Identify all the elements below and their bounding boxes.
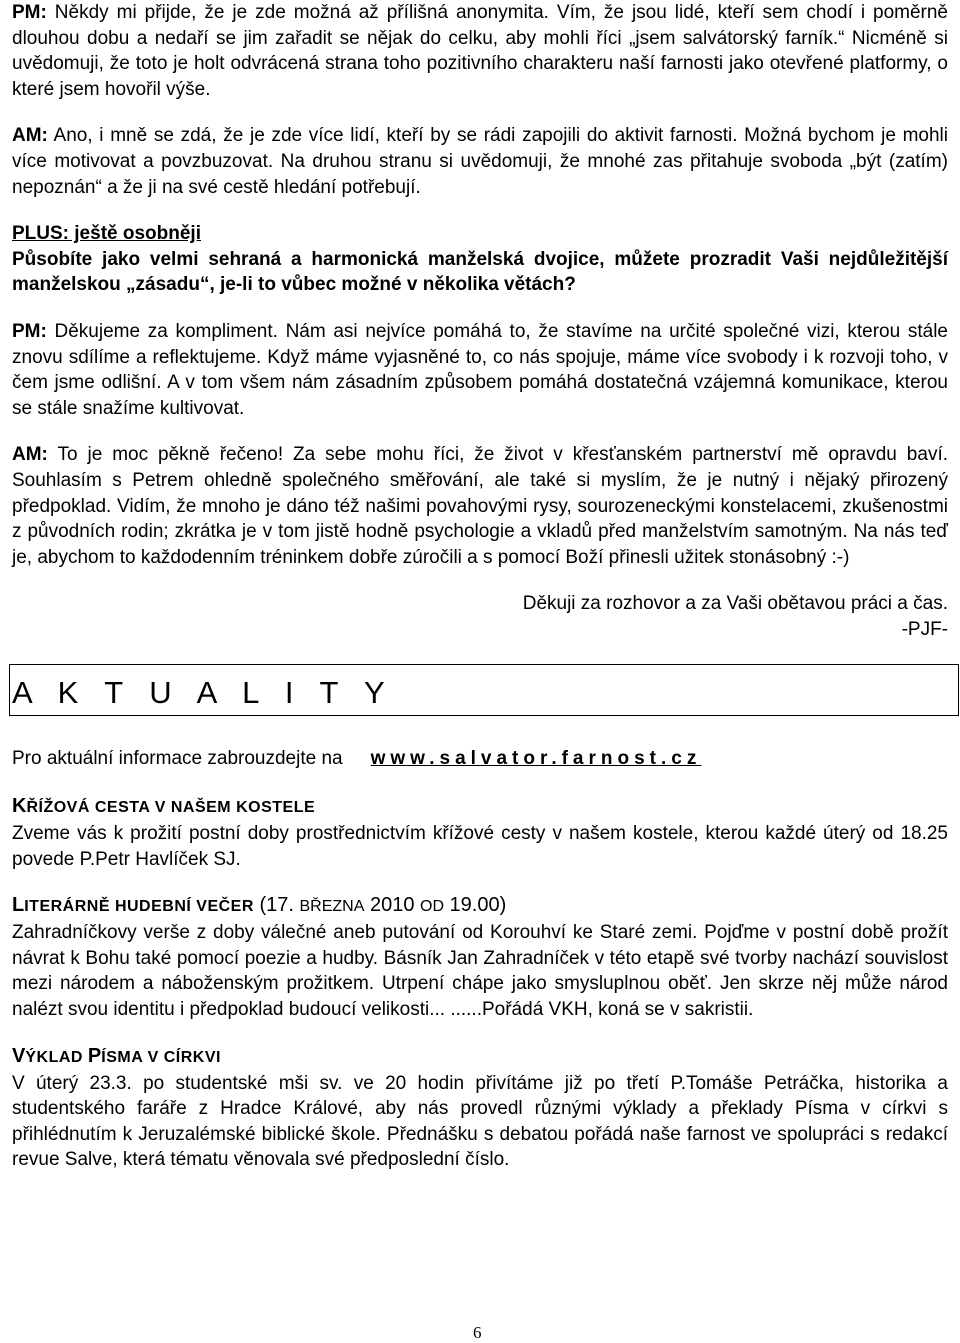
section-heading-literarne-hudebni-vecer: LITERÁRNĚ HUDEBNÍ VEČER (17. BŘEZNA 2010 OD 19.00) (12, 894, 507, 917)
paragraph-text: Děkujeme za kompliment. Nám asi nejvíce pomáhá to, že stavíme na určité společné vizi, kterou stále znovu sdílíme a reflektujeme. Když máme vyjasněné to, co nás spojuje, máme více svobody i k rozvoji toho, v čem jsme odlišní. A v tom všem nám zásadním způsobem pomáhá dostatečná vzájemná komunikace, kterou se stále snažíme kultivovat. (12, 320, 948, 419)
page-content (12, 0, 948, 1173)
info-text: Pro aktuální informace zabrouzdejte na (12, 748, 343, 770)
plus-heading: PLUS: ještě osobněji (12, 223, 201, 245)
speaker-label: AM: (12, 444, 48, 466)
section-heading-krizova-cesta: KŘÍŽOVÁ CESTA V NAŠEM KOSTELE (12, 795, 316, 818)
section-text-vyklad-pisma: V úterý 23.3. po studentské mši sv. ve 20 hodin přivítáme již po třetí P.Tomáše Petráčka, historika a studentského faráře z Hradce Králové, aby nás provedl různými výklady a překlady Písma v církvi s přihlédnutím k Jeruzalémské biblické škole. Přednášku s debatou pořádá naše farnost ve spolupráci s redakcí revue Salve, která tématu věnovala své předposlední číslo. (12, 1072, 948, 1171)
aktuality-banner (9, 664, 959, 716)
info-line (12, 746, 948, 772)
section-text-literarne-hudebni-vecer: Zahradníčkovy verše z doby válečné aneb putování od Korouhví ke Staré zemi. Pojďme v postní době prožít návrat k Bohu také pomocí poezie a hudby. Básník Jan Zahradníček v této etapě své tvorby nachází souvislost mezi národem a náboženským prožitkem. Utrpení chápe jako smysluplnou oběť. Jen skrze něj může národ nalézt svou identitu i předpoklad budoucí velikosti... ......Pořádá VKH, koná se v sakristii. (12, 922, 948, 1021)
closing-thanks: Děkuji za rozhovor a za Vaši obětavou práci a čas. (522, 593, 948, 615)
plus-question: Působíte jako velmi sehraná a harmonická manželská dvojice, můžete prozradit Vaši nejdůležitější manželskou „zásadu“, je-li to vůbec možné v několika větách? (12, 248, 948, 296)
page-number: 6 (473, 1323, 482, 1342)
paragraph-text: Někdy mi přijde, že je zde možná až přílišná anonymita. Vím, že jsou lidé, kteří sem chodí i poměrně dlouhou dobu a nedaří se jim zařadit se nějak do celku, aby mohli říci „jsem salvátorský farník.“ Nicméně si uvědomuji, že toto je holt odvrácená strana toho pozitivního charakteru naší farnosti jako otevřené platformy, o které jsem hovořil výše. (12, 2, 948, 100)
paragraph-text: Ano, i mně se zdá, že je zde více lidí, kteří by se rádi zapojili do aktivit farnosti. Možná bychom je mohli více motivovat a povzbuzovat. Na druhou stranu si uvědomuji, že mnohé zas přitahuje svoboda „být (zatím) nepoznán“ a že ji na své cestě hledání potřebují. (12, 125, 948, 198)
interview-paragraph (12, 123, 948, 200)
website-link[interactable]: www.salvator.farnost.cz (370, 748, 702, 770)
section-heading-vyklad-pisma: VÝKLAD PÍSMA V CÍRKVI (12, 1044, 221, 1067)
speaker-label: PM: (12, 2, 47, 23)
aktuality-title: A K T U A L I T Y (12, 675, 394, 711)
speaker-label: AM: (12, 125, 48, 147)
interview-paragraph (12, 319, 948, 421)
section-text-krizova-cesta: Zveme vás k prožití postní doby prostřednictvím křížové cesty v našem kostele, kterou každé úterý od 18.25 povede P.Petr Havlíček SJ. (12, 823, 948, 870)
author-signature: -PJF- (901, 618, 948, 640)
paragraph-text: To je moc pěkně řečeno! Za sebe mohu říci, že život v křesťanském partnerství mě opravdu baví. Souhlasím s Petrem ohledně společného směřování, ale také si myslím, že je nutný i nějaký přirozený předpoklad. Vidím, že mnoho je dáno též našimi povahovými rysy, sourozeneckými konstelacemi, zkušenostmi z původních rodin; zkrátka je v tom jistě hodně psychologie a vkladů před manželstvím samotným. Na nás teď je, abychom to každodenním tréninkem dobře zúročili a s pomocí Boží přinesli užitek stonásobný :-) (12, 444, 948, 568)
interview-paragraph (12, 0, 948, 102)
interview-paragraph (12, 442, 948, 570)
speaker-label: PM: (12, 320, 47, 342)
